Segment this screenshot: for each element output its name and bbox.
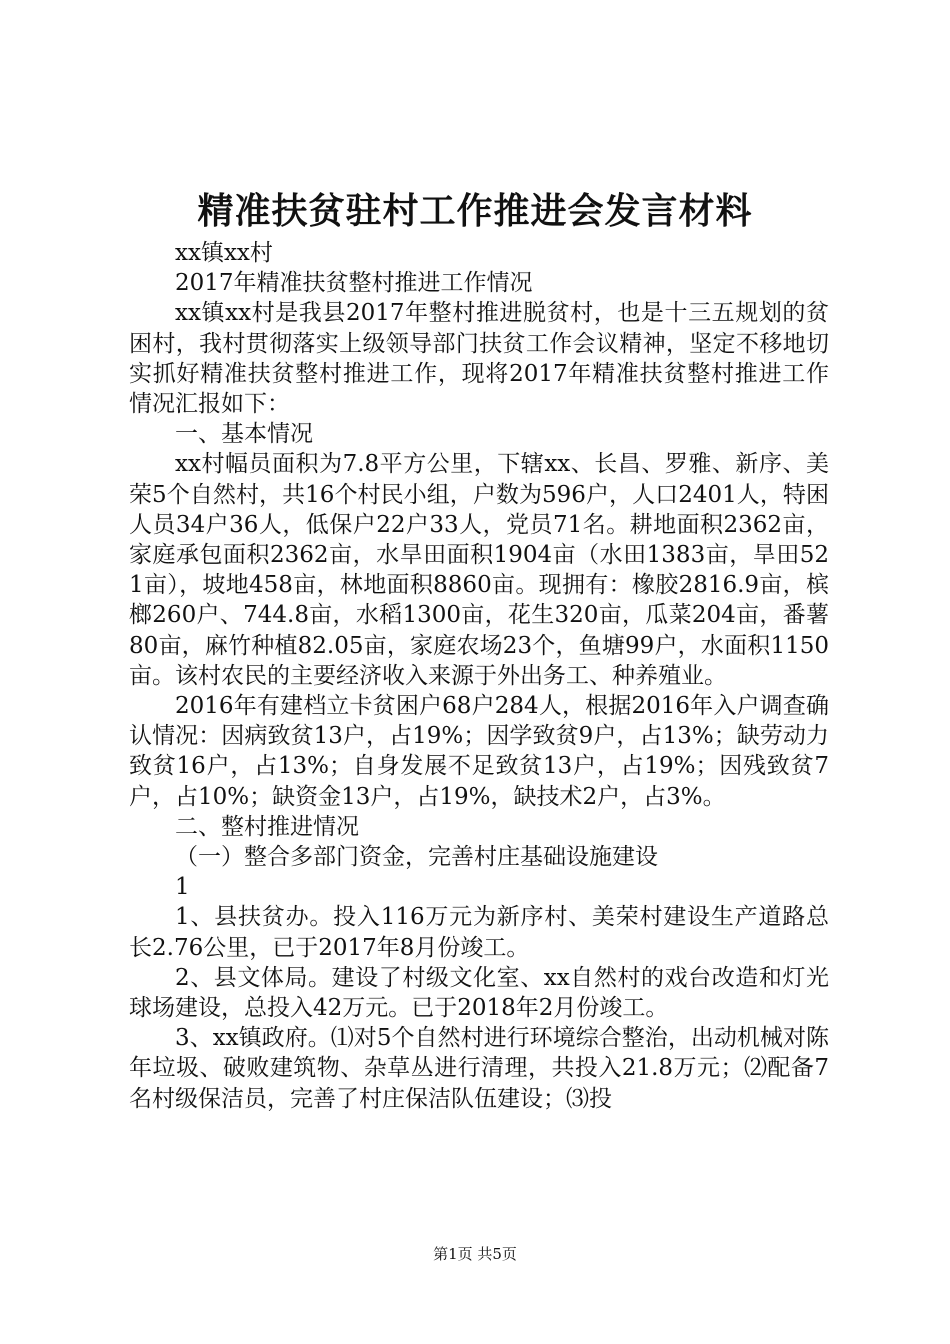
paragraph-location: xx镇xx村 [175, 240, 273, 266]
paragraph-item-2: 2、县文体局。建设了村级文化室、xx自然村的戏台改造和灯光球场建设，总投入42万元。已于2018年2月份竣工。 [129, 964, 829, 1022]
paragraph-subtitle: 2017年精准扶贫整村推进工作情况 [175, 270, 533, 297]
paragraph-item-1: 1、县扶贫办。投入116万元为新序村、美荣村建设生产道路总长2.76公里，已于2017年8月份竣工。 [129, 904, 829, 961]
paragraph-item-3: 3、xx镇政府。⑴对5个自然村进行环境综合整治，出动机械对陈年垃圾、破败建筑物、杂草丛进行清理，共投入21.8万元；⑵配备7名村级保洁员，完善了村庄保洁队伍建设；⑶投 [129, 1025, 829, 1112]
paragraph-basic-info: xx村幅员面积为7.8平方公里，下辖xx、长昌、罗雅、新序、美荣5个自然村，共16个村民小组，户数为596户，人口2401人，特困人员34户36人，低保户22户33人，党员71名。耕地面积2362亩，家庭承包面积2362亩，水旱田面积1904亩（水田1383亩，旱田521亩），坡地458亩，林地面积8860亩。现拥有：橡胶2816.9亩，槟榔260户、744.8亩，水稻1300亩，花生320亩，瓜菜204亩，番薯80亩，麻竹种植82.05亩，家庭农场23个，鱼塘99户，水面积1150亩。该村农民的主要经济收入来源于外出务工、种养殖业。 [129, 451, 829, 689]
subsection-heading-funding: （一）整合多部门资金，完善村庄基础设施建设 [175, 844, 658, 871]
document-body [129, 238, 829, 1114]
paragraph-intro: xx镇xx村是我县2017年整村推进脱贫村，也是十三五规划的贫困村，我村贯彻落实上级领导部门扶贫工作会议精神，坚定不移地切实抓好精准扶贫整村推进工作，现将2017年精准扶贫整村推进工作情况汇报如下： [129, 300, 829, 418]
section-heading-basic: 一、基本情况 [175, 421, 313, 448]
section-heading-progress: 二、整村推进情况 [175, 813, 359, 840]
paragraph-poverty-stats: 2016年有建档立卡贫困户68户284人，根据2016年入户调查确认情况：因病致贫13户，占19%；因学致贫9户，占13%；缺劳动力致贫16户，占13%；自身发展不足致贫13户，占19%；因残致贫7户，占10%；缺资金13户，占19%，缺技术2户，占3%。 [129, 693, 829, 810]
paragraph-number: 1 [175, 874, 190, 901]
page-footer: 第1页 共5页 [433, 1245, 517, 1263]
document-title: 精准扶贫驻村工作推进会发言材料 [197, 191, 753, 232]
